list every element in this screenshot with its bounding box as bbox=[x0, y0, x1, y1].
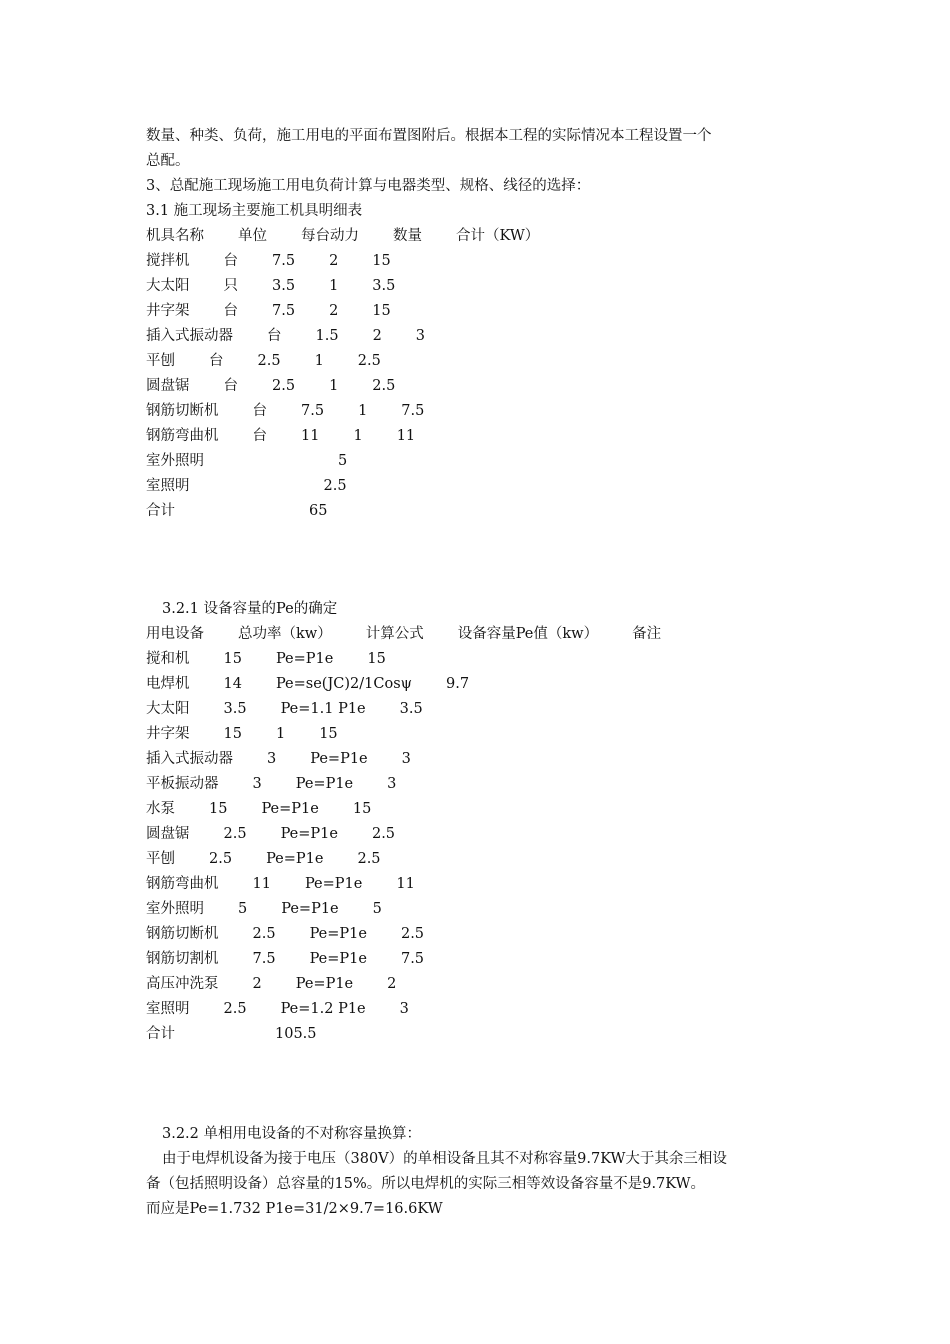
table2-cell: 水泵 bbox=[146, 801, 175, 817]
table2-header-cell: 用电设备 bbox=[146, 626, 204, 642]
table2-cell: 钢筋弯曲机 bbox=[146, 876, 219, 892]
table2-cell: 圆盘锯 bbox=[146, 826, 190, 842]
table2-cell: 电焊机 bbox=[146, 676, 190, 692]
table2-cell: 室外照明 bbox=[146, 901, 204, 917]
table2-cell: 钢筋切割机 bbox=[146, 951, 219, 967]
table1-cell: 台 bbox=[223, 303, 238, 319]
table-row bbox=[146, 774, 396, 794]
table1-cell: 2.5 bbox=[257, 353, 281, 369]
table2-cell: 15 bbox=[352, 801, 372, 817]
table-row bbox=[146, 401, 424, 421]
table1-cell: 台 bbox=[252, 428, 267, 444]
table-row bbox=[146, 799, 371, 819]
table1-cell: 7.5 bbox=[301, 403, 325, 419]
table2-cell: 2.5 bbox=[371, 826, 396, 842]
table-row bbox=[146, 974, 396, 994]
table2-cell: 井字架 bbox=[146, 726, 190, 742]
table-row bbox=[146, 251, 391, 271]
table2-header bbox=[146, 624, 661, 644]
table2-cell: Pe=P1e bbox=[295, 976, 354, 992]
table-row bbox=[146, 426, 415, 446]
table1-cell: 台 bbox=[223, 378, 238, 394]
table-row bbox=[146, 476, 347, 496]
table2-cell: 2.5 bbox=[223, 1001, 247, 1017]
table1-cell: 1 bbox=[329, 278, 339, 294]
table1-cell: 65 bbox=[309, 503, 328, 519]
table-row bbox=[146, 351, 381, 371]
table2-cell: Pe=1.2 P1e bbox=[280, 1001, 366, 1017]
table1-cell: 圆盘锯 bbox=[146, 378, 190, 394]
section-3-heading: 3、总配施工现场施工用电负荷计算与电器类型、规格、线径的选择： bbox=[146, 178, 591, 194]
table2-cell: 钢筋切断机 bbox=[146, 926, 219, 942]
table1-cell: 台 bbox=[223, 253, 238, 269]
table1-cell: 15 bbox=[372, 303, 391, 319]
table2-cell: Pe=P1e bbox=[304, 876, 363, 892]
table2-cell: 大太阳 bbox=[146, 701, 190, 717]
table2-cell: 3 bbox=[401, 751, 411, 767]
table-row bbox=[146, 999, 409, 1019]
table1-cell: 搅拌机 bbox=[146, 253, 190, 269]
table2-cell: 2.5 bbox=[357, 851, 381, 867]
table-row bbox=[146, 949, 424, 969]
table1-cell: 平刨 bbox=[146, 353, 175, 369]
table2-cell: 3 bbox=[267, 751, 277, 767]
table2-cell: 2.5 bbox=[223, 826, 247, 842]
table2-cell: 15 bbox=[223, 726, 242, 742]
table2-cell: Pe=P1e bbox=[280, 826, 338, 842]
table-row bbox=[146, 849, 381, 869]
table1-cell: 2 bbox=[329, 253, 339, 269]
section-321-heading: 3.2.1 设备容量的Pe的确定 bbox=[162, 601, 338, 617]
table1-cell: 台 bbox=[252, 403, 267, 419]
table1-cell: 1 bbox=[314, 353, 324, 369]
table2-cell: Pe=P1e bbox=[281, 901, 339, 917]
table1-cell: 1 bbox=[358, 403, 368, 419]
table2-cell: 2.5 bbox=[252, 926, 276, 942]
table2-cell: 15 bbox=[367, 651, 386, 667]
table1-cell: 大太阳 bbox=[146, 278, 190, 294]
paragraph-line: 而应是Pe=1.732 P1e=31/2×9.7=16.6KW bbox=[146, 1201, 443, 1217]
table2-cell: 2.5 bbox=[400, 926, 425, 942]
table1-total-row bbox=[146, 501, 327, 521]
table2-cell: 高压冲洗泵 bbox=[146, 976, 219, 992]
table-row bbox=[146, 899, 382, 919]
table1-cell: 2.5 bbox=[272, 378, 296, 394]
table-row bbox=[146, 874, 415, 894]
table1-cell: 室照明 bbox=[146, 478, 190, 494]
table1-cell: 11 bbox=[301, 428, 320, 444]
table1-cell: 钢筋弯曲机 bbox=[146, 428, 219, 444]
table-row bbox=[146, 724, 338, 744]
table1-cell: 室外照明 bbox=[146, 453, 204, 469]
table1-header-cell: 单位 bbox=[238, 228, 267, 244]
table1-cell: 7.5 bbox=[272, 253, 296, 269]
table2-cell: 3.5 bbox=[223, 701, 247, 717]
table1-cell: 台 bbox=[209, 353, 224, 369]
table2-cell: 3.5 bbox=[399, 701, 423, 717]
intro-line-1: 数量、种类、负荷，施工用电的平面布置图附后。根据本工程的实际情况本工程设置一个 bbox=[146, 128, 712, 144]
paragraph-line: 由于电焊机设备为接于电压（380V）的单相设备且其不对称容量9.7KW大于其余三相设 bbox=[162, 1151, 727, 1167]
table2-cell: 15 bbox=[209, 801, 228, 817]
table-row bbox=[146, 924, 424, 944]
table1-header-cell: 每台动力 bbox=[301, 228, 359, 244]
table1-cell: 只 bbox=[223, 278, 238, 294]
table1-cell: 7.5 bbox=[272, 303, 296, 319]
table2-total-row bbox=[146, 1024, 317, 1044]
section-31-heading: 3.1 施工现场主要施工机具明细表 bbox=[146, 203, 363, 219]
table1-cell: 1.5 bbox=[315, 328, 339, 344]
table2-header-cell: 计算公式 bbox=[365, 626, 424, 642]
table1-cell: 3 bbox=[415, 328, 426, 344]
table-row bbox=[146, 824, 395, 844]
table1-cell: 15 bbox=[372, 253, 391, 269]
table2-cell: Pe=P1e bbox=[266, 851, 324, 867]
table2-cell: Pe=P1e bbox=[275, 651, 334, 667]
table1-header-cell: 机具名称 bbox=[146, 228, 204, 244]
table1-cell: 7.5 bbox=[401, 403, 425, 419]
table1-cell: 钢筋切断机 bbox=[146, 403, 219, 419]
table1-header-cell: 合计（KW） bbox=[456, 228, 540, 244]
table2-cell: 3 bbox=[252, 776, 262, 792]
table1-cell: 3.5 bbox=[272, 278, 296, 294]
table2-cell: Pe=P1e bbox=[309, 926, 367, 942]
table2-cell: 15 bbox=[319, 726, 338, 742]
table-row bbox=[146, 749, 411, 769]
table2-cell: 15 bbox=[223, 651, 242, 667]
table1-cell: 插入式振动器 bbox=[146, 328, 233, 344]
table2-cell: 2 bbox=[387, 976, 397, 992]
table-row bbox=[146, 674, 469, 694]
table-row bbox=[146, 376, 395, 396]
table-row bbox=[146, 451, 347, 471]
table2-cell: 3 bbox=[387, 776, 397, 792]
table2-cell: Pe=P1e bbox=[310, 751, 368, 767]
table1-cell: 2 bbox=[372, 328, 382, 344]
table1-header-cell: 数量 bbox=[393, 228, 422, 244]
table2-cell: 5 bbox=[238, 901, 248, 917]
paragraph-line: 备（包括照明设备）总容量的15%。所以电焊机的实际三相等效设备容量不是9.7KW。 bbox=[146, 1176, 706, 1192]
table1-cell: 2 bbox=[329, 303, 339, 319]
table2-header-cell: 总功率（kw） bbox=[238, 626, 332, 642]
table2-cell: 11 bbox=[252, 876, 271, 892]
table2-header-cell: 设备容量Pe值（kw） bbox=[457, 626, 599, 642]
table1-cell: 2.5 bbox=[357, 353, 381, 369]
table2-cell: 插入式振动器 bbox=[146, 751, 233, 767]
table-row bbox=[146, 649, 386, 669]
table2-cell: 2 bbox=[252, 976, 262, 992]
table1-cell: 1 bbox=[353, 428, 363, 444]
table2-cell: 11 bbox=[396, 876, 415, 892]
table2-header-cell: 备注 bbox=[632, 626, 662, 642]
table2-cell: 平刨 bbox=[146, 851, 175, 867]
table2-cell: 搅和机 bbox=[146, 651, 190, 667]
table1-cell: 2.5 bbox=[323, 478, 347, 494]
table2-cell: 合计 bbox=[146, 1026, 175, 1042]
table-row bbox=[146, 276, 395, 296]
table2-cell: 105.5 bbox=[275, 1026, 317, 1042]
table1-cell: 1 bbox=[329, 378, 339, 394]
table-row bbox=[146, 699, 423, 719]
table1-cell: 11 bbox=[396, 428, 416, 444]
table1-cell: 2.5 bbox=[372, 378, 396, 394]
table-row bbox=[146, 326, 425, 346]
table1-cell: 井字架 bbox=[146, 303, 190, 319]
table-row bbox=[146, 301, 391, 321]
table2-cell: 室照明 bbox=[146, 1001, 190, 1017]
table2-cell: Pe=1.1 P1e bbox=[280, 701, 366, 717]
table2-cell: Pe=P1e bbox=[309, 951, 367, 967]
table2-cell: 7.5 bbox=[252, 951, 276, 967]
table2-cell: Pe=se(JC)2/1Cosψ bbox=[275, 676, 413, 692]
intro-line-2: 总配。 bbox=[146, 153, 190, 169]
table2-cell: Pe=P1e bbox=[295, 776, 354, 792]
table1-cell: 台 bbox=[267, 328, 282, 344]
table2-cell: 2.5 bbox=[209, 851, 233, 867]
table2-cell: 14 bbox=[223, 676, 242, 692]
table2-cell: 3 bbox=[399, 1001, 409, 1017]
table2-cell: 7.5 bbox=[400, 951, 425, 967]
table1-cell: 3.5 bbox=[372, 278, 396, 294]
table2-cell: 1 bbox=[275, 726, 286, 742]
table1-header bbox=[146, 226, 539, 246]
table2-cell: 9.7 bbox=[446, 676, 470, 692]
table1-cell: 合计 bbox=[146, 503, 175, 519]
section-322-heading: 3.2.2 单相用电设备的不对称容量换算： bbox=[162, 1126, 422, 1142]
table2-cell: Pe=P1e bbox=[261, 801, 319, 817]
table2-cell: 平板振动器 bbox=[146, 776, 219, 792]
table2-cell: 5 bbox=[372, 901, 382, 917]
table1-cell: 5 bbox=[338, 453, 348, 469]
